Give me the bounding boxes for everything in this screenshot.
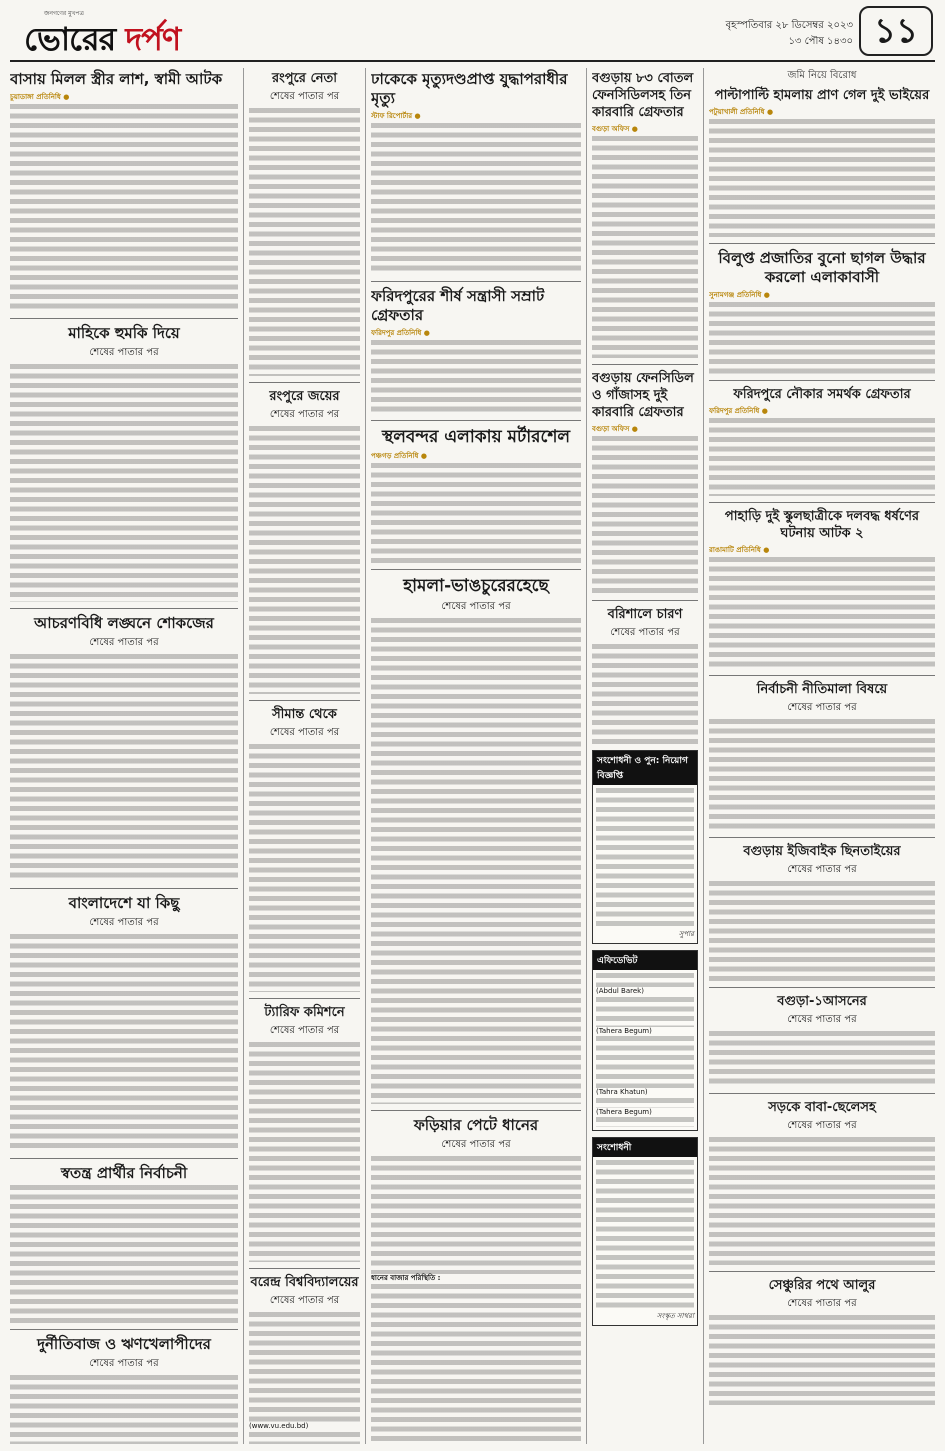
continued-label: শেষের পাতার পর	[269, 91, 340, 102]
continued-label: শেষের পাতার পর	[269, 727, 340, 738]
byline: স্টাফ রিপোর্টার ●	[371, 112, 421, 120]
article-wife-body-found	[10, 68, 238, 312]
column-divider	[243, 68, 244, 1444]
divider	[371, 1110, 581, 1111]
article-war-criminal-death	[371, 68, 581, 275]
gregorian-date: বৃহস্পতিবার ২৮ ডিসেম্বর ২০২৩	[725, 20, 853, 31]
article-border	[249, 704, 360, 992]
article-body	[10, 1375, 238, 1444]
continued-label: শেষের পাতার পর	[269, 409, 340, 420]
byline: রাঙামাটি প্রতিনিধি ●	[709, 546, 770, 554]
article-paddy-middlemen	[371, 1114, 581, 1444]
notice-body	[596, 1036, 694, 1088]
article-father-son-road	[709, 1097, 935, 1265]
headline: ফড়িয়ার পেটে ধানের	[413, 1116, 539, 1134]
column-divider	[703, 68, 704, 1444]
article-potato-price	[709, 1275, 935, 1405]
continued-label: শেষের পাতার পর	[441, 1139, 511, 1150]
divider	[249, 700, 360, 701]
byline: পটুয়াখালী প্রতিনিধি ●	[709, 108, 774, 116]
divider	[709, 987, 935, 988]
notice-body	[596, 1160, 694, 1310]
article-mortar-shell	[371, 424, 581, 563]
continued-label: শেষের পাতার পর	[89, 347, 159, 358]
article-body	[10, 934, 238, 1152]
divider	[371, 281, 581, 282]
notice-correction-appointment	[592, 750, 698, 944]
column-4	[592, 68, 698, 1444]
article-rangpur-leader	[249, 68, 360, 376]
continued-label: শেষের পাতার পর	[269, 1025, 340, 1036]
notice-title: এফিডেভিট	[593, 951, 697, 970]
article-body	[371, 463, 581, 563]
headline: বাংলাদেশে যা কিছু	[68, 894, 180, 912]
divider	[709, 1093, 935, 1094]
notice-correction	[592, 1137, 698, 1326]
article-body	[371, 123, 581, 275]
article-body	[709, 119, 935, 237]
divider	[10, 1329, 238, 1330]
article-land-dispute	[709, 68, 935, 237]
continued-label: শেষের পাতার পর	[89, 917, 159, 928]
column-5	[709, 68, 935, 1444]
divider	[249, 998, 360, 999]
headline: হামলা-ভাঙচুরেরহেছে	[403, 576, 549, 596]
divider	[592, 364, 698, 365]
column-divider	[365, 68, 366, 1444]
divider	[592, 600, 698, 601]
article-body	[592, 644, 698, 744]
article-body	[592, 436, 698, 594]
article-faridpur-samrat	[371, 285, 581, 414]
brand-tagline: জনগণের মুখপত্র	[44, 10, 84, 17]
affidavit-name: (Tahera Begum)	[596, 1026, 652, 1035]
byline: বগুড়া অফিস ●	[592, 125, 638, 133]
byline: ফরিদপুর প্রতিনিধি ●	[371, 329, 430, 337]
article-bogura-1-seat	[709, 991, 935, 1087]
continued-label: শেষের পাতার পর	[441, 601, 511, 612]
article-body	[10, 654, 238, 882]
affidavit-name: (Tahra Khatun)	[596, 1088, 648, 1096]
headline: সড়কে বাবা-ছেলেসহ	[768, 1100, 876, 1115]
headline: রংপুরে নেতা	[271, 71, 338, 86]
article-body	[249, 108, 360, 376]
article-body	[249, 426, 360, 694]
headline: নির্বাচনী নীতিমালা বিষয়ে	[756, 682, 888, 697]
inline-subhead: ধানের বাজার পরিস্থিতি :	[371, 1274, 441, 1282]
article-body	[709, 719, 935, 831]
byline: চুয়াডাঙ্গা প্রতিনিধি ●	[10, 93, 70, 101]
notice-title: সংশোধনী ও পুন: নিয়োগ বিজ্ঞপ্তি	[593, 751, 697, 785]
column-3	[371, 68, 581, 1444]
headline: বিলুপ্ত প্রজাতির বুনো ছাগল উদ্ধার করলো এলাকাবাসী	[718, 249, 926, 286]
masthead	[0, 0, 945, 60]
notice-body	[596, 1117, 694, 1127]
divider	[709, 837, 935, 838]
headline: বগুড়ায় ইজিবাইক ছিনতাইয়ের	[743, 844, 901, 859]
article-attack-vandalism	[371, 573, 581, 1104]
divider	[249, 382, 360, 383]
affidavit-name: (Tahera Begum)	[596, 1107, 652, 1116]
continued-label: শেষের পাতার পর	[787, 1298, 857, 1309]
headline: রংপুরে জয়ের	[269, 389, 340, 404]
column-2	[249, 68, 360, 1444]
divider	[709, 243, 935, 244]
divider	[709, 675, 935, 676]
article-body	[709, 557, 935, 669]
notice-body	[596, 788, 694, 928]
headline: বগুড়ায় ৮৩ বোতল ফেনসিডিলসহ তিন কারবারি গ্রেফতার	[592, 71, 694, 120]
article-body	[10, 104, 238, 312]
article-hill-schoolgirls	[709, 506, 935, 669]
divider	[249, 1268, 360, 1269]
byline: ফরিদপুর প্রতিনিধি ●	[709, 407, 768, 415]
article-body	[709, 1031, 935, 1087]
byline: বগুড়া অফিস ●	[592, 425, 638, 433]
article-rangpur-win	[249, 386, 360, 694]
divider	[709, 1271, 935, 1272]
article-body	[592, 136, 698, 358]
continued-label: শেষের পাতার পর	[787, 864, 857, 875]
notice-body	[596, 1098, 694, 1108]
headline: ট্যারিফ কমিশনে	[264, 1005, 345, 1020]
notice-title: সংশোধনী	[593, 1138, 697, 1157]
divider	[371, 569, 581, 570]
continued-label: শেষের পাতার পর	[269, 1295, 340, 1306]
article-mahi-threat	[10, 322, 238, 602]
article-wild-goat	[709, 247, 935, 374]
article-body	[249, 1312, 360, 1422]
divider	[10, 318, 238, 319]
headline: সেঞ্চুরির পথে আলুর	[768, 1278, 876, 1293]
continued-label: শেষের পাতার পর	[787, 702, 857, 713]
divider	[10, 608, 238, 609]
notice-body	[596, 973, 694, 987]
headline: ফরিদপুরের শীর্ষ সন্ত্রাসী সম্রাট গ্রেফতার	[371, 287, 545, 324]
column-divider	[586, 68, 587, 1444]
article-body	[709, 302, 935, 374]
headline: দুর্নীতিবাজ ও ঋণখেলাপীদের	[37, 1335, 211, 1353]
article-show-cause	[10, 612, 238, 882]
article-body	[371, 1156, 581, 1274]
divider	[10, 1158, 238, 1159]
article-body	[371, 340, 581, 414]
article-body	[10, 364, 238, 602]
article-tariff-commission	[249, 1002, 360, 1262]
article-body	[709, 1137, 935, 1265]
headline: ফরিদপুরে নৌকার সমর্থক গ্রেফতার	[733, 387, 911, 402]
continued-label: শেষের পাতার পর	[787, 1014, 857, 1025]
headline: পাল্টাপাল্টি হামলায় প্রাণ গেল দুই ভাইয়ের	[714, 88, 930, 103]
byline: সুনামগঞ্জ প্রতিনিধি ●	[709, 291, 770, 299]
article-body	[709, 881, 935, 981]
headline: ঢাকেকে মৃত্যুদণ্ডপ্রাপ্ত যুদ্ধাপরাধীর মৃত্যু	[371, 70, 568, 107]
headline: স্থলবন্দর এলাকায় মর্টারশেল	[381, 427, 571, 447]
headline: বরেন্দ্র বিশ্ববিদ্যালয়ের	[250, 1275, 359, 1290]
article-boat-supporter	[709, 384, 935, 496]
article-independent-candidate	[10, 1162, 238, 1323]
bengali-date: ১৩ পৌষ ১৪৩০	[788, 36, 853, 47]
issue-dates	[726, 18, 853, 50]
article-bogura-phensedyl-2	[592, 368, 698, 594]
article-body	[249, 1432, 360, 1445]
headline: মাহিকে হুমকি দিয়ে	[68, 324, 180, 342]
headline: সীমান্ত থেকে	[272, 707, 337, 722]
headline: বগুড়া-১আসনের	[777, 994, 867, 1009]
article-easybike-snatch	[709, 841, 935, 981]
notice-signature: সংস্কৃত সাথরা	[656, 1312, 694, 1320]
column-1	[10, 68, 238, 1444]
headline: আচরণবিধি লঙ্ঘনে শোকজের	[34, 614, 214, 632]
divider	[10, 888, 238, 889]
article-election-policy	[709, 679, 935, 831]
notice-signature: সুপার	[678, 930, 694, 938]
article-body	[371, 1284, 581, 1445]
continued-label: শেষের পাতার পর	[787, 1120, 857, 1131]
article-body	[709, 418, 935, 496]
article-body	[10, 1185, 238, 1323]
headline: বগুড়ায় ফেনসিডিল ও গাঁজাসহ দুই কারবারি গ্রেফতার	[592, 371, 694, 420]
article-body	[249, 1042, 360, 1262]
article-body	[249, 744, 360, 992]
divider	[371, 420, 581, 421]
continued-label: শেষের পাতার পর	[89, 1358, 159, 1369]
continued-label: শেষের পাতার পর	[89, 637, 159, 648]
affidavit-name: (Abdul Barek)	[596, 987, 644, 995]
article-varendra-university	[249, 1272, 360, 1444]
headline: স্বতন্ত্র প্রার্থীর নির্বাচনী	[60, 1164, 188, 1182]
university-link[interactable]: (www.vu.edu.bd)	[249, 1422, 309, 1430]
article-body	[371, 618, 581, 1104]
masthead-rule	[10, 60, 935, 62]
logo-part-2: দর্পণ	[115, 20, 181, 58]
article-barishal	[592, 604, 698, 744]
divider	[709, 502, 935, 503]
byline: পঞ্চগড় প্রতিনিধি ●	[371, 452, 428, 460]
headline: বাসায় মিলল স্ত্রীর লাশ, স্বামী আটক	[10, 70, 223, 88]
article-bangladesh	[10, 892, 238, 1152]
page-number: ১১	[859, 6, 933, 56]
article-bogura-phensedyl-3	[592, 68, 698, 358]
headline: পাহাড়ি দুই স্কুলছাত্রীকে দলবদ্ধ ধর্ষণের ঘটনায় আটক ২	[724, 509, 920, 541]
article-corrupt-defaulters	[10, 1333, 238, 1444]
notice-body	[596, 997, 694, 1027]
continued-label: শেষের পাতার পর	[610, 627, 680, 638]
divider	[709, 380, 935, 381]
logo-part-1: ভোরের	[24, 20, 116, 58]
article-body	[709, 1315, 935, 1405]
notice-affidavit	[592, 950, 698, 1131]
headline: বরিশালে চারণ	[607, 607, 683, 622]
kicker: জমি নিয়ে বিরোধ	[787, 70, 857, 81]
